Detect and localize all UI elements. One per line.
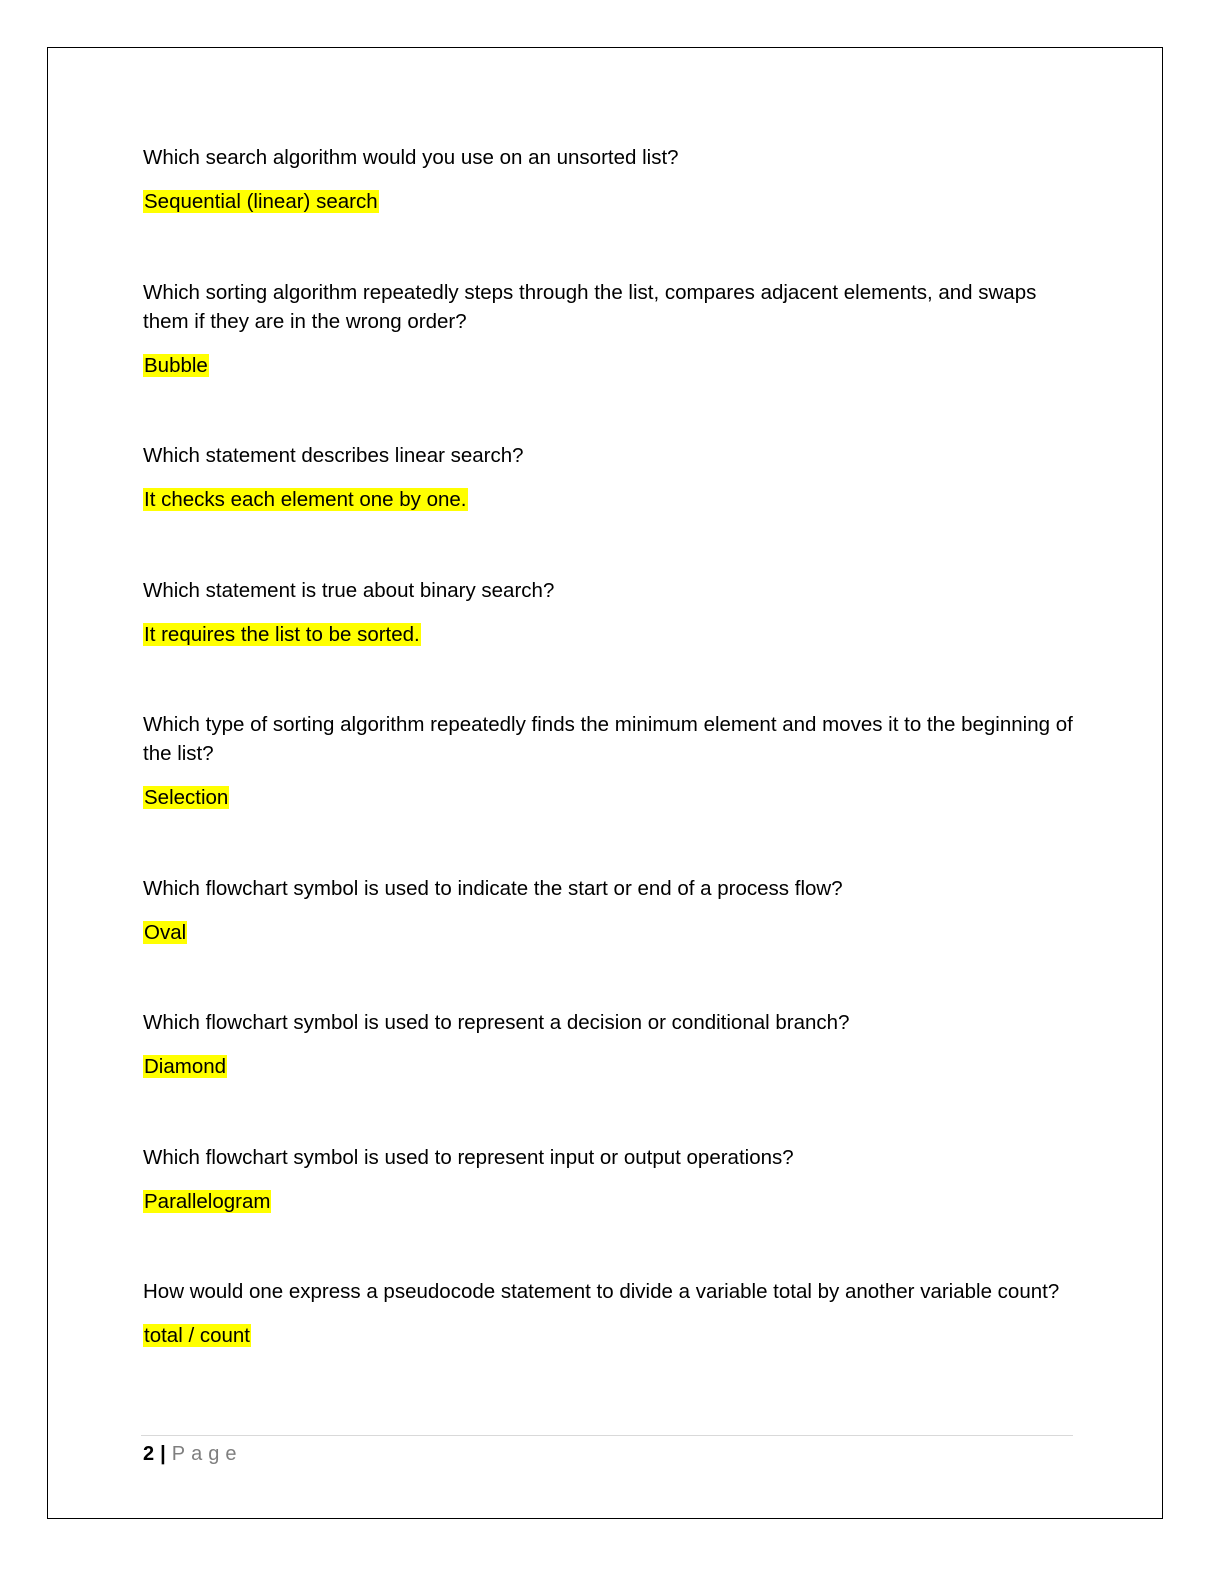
- qa-item: [143, 576, 1073, 649]
- page-number: 2: [143, 1443, 155, 1465]
- question-text: Which flowchart symbol is used to represent a decision or conditional branch?: [143, 1011, 850, 1034]
- answer-highlight: Parallelogram: [144, 1190, 271, 1213]
- question-text: Which flowchart symbol is used to indicate the start or end of a process flow?: [143, 877, 843, 900]
- answer-highlight: Diamond: [144, 1055, 227, 1078]
- question-text: Which flowchart symbol is used to represent input or output operations?: [143, 1146, 794, 1169]
- page-label: Page: [171, 1443, 243, 1465]
- qa-item: [143, 710, 1073, 812]
- qa-item: [143, 1008, 1073, 1081]
- question-text: Which statement describes linear search?: [143, 444, 524, 467]
- question-text: Which statement is true about binary search?: [143, 579, 555, 602]
- answer-highlight: Oval: [144, 921, 187, 944]
- qa-item: [143, 441, 1073, 514]
- question-text: Which search algorithm would you use on an unsorted list?: [143, 146, 679, 169]
- footer-separator: |: [160, 1443, 166, 1465]
- question-text: How would one express a pseudocode statement to divide a variable total by another variable count?: [143, 1280, 1060, 1303]
- question-text: Which type of sorting algorithm repeatedly finds the minimum element and moves it to the beginning of the list?: [143, 713, 1073, 765]
- qa-item: [143, 1277, 1073, 1350]
- answer-highlight: total / count: [144, 1324, 250, 1347]
- answer-highlight: It requires the list to be sorted.: [144, 623, 420, 646]
- footer-divider: [141, 1435, 1073, 1436]
- qa-item: [143, 143, 1073, 216]
- qa-item: [143, 278, 1073, 380]
- answer-highlight: Sequential (linear) search: [144, 190, 378, 213]
- qa-item: [143, 874, 1073, 947]
- question-text: Which sorting algorithm repeatedly steps through the list, compares adjacent elements, and swaps them if they are in the wrong order?: [143, 281, 1037, 333]
- qa-item: [143, 1143, 1073, 1216]
- page-footer: [143, 1440, 242, 1468]
- answer-highlight: Selection: [144, 786, 229, 809]
- answer-highlight: It checks each element one by one.: [144, 488, 467, 511]
- answer-highlight: Bubble: [144, 354, 208, 377]
